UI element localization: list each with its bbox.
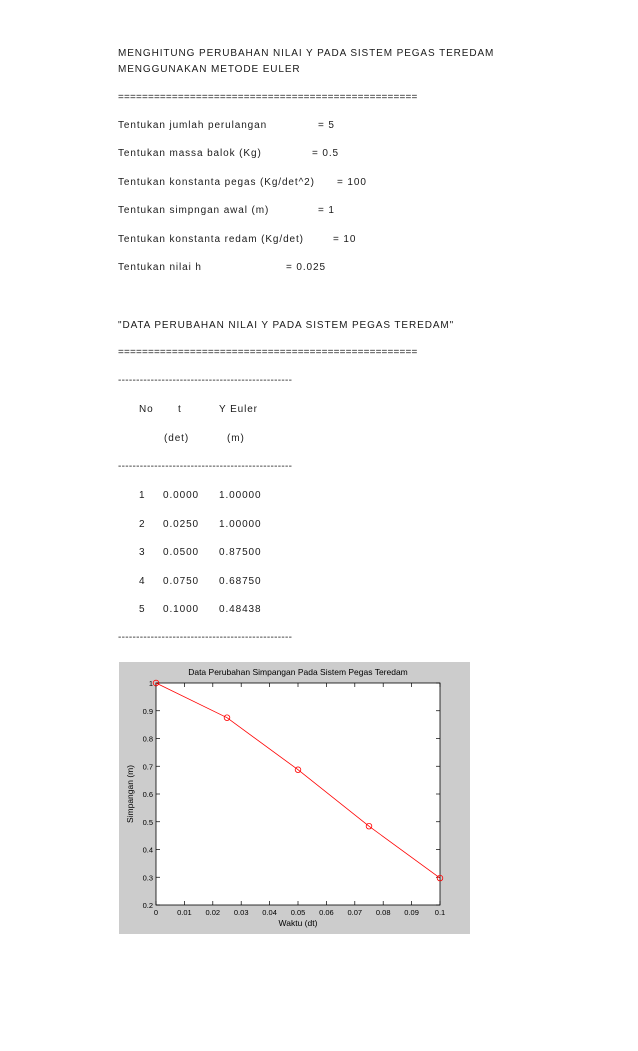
y-tick-label: 1	[148, 679, 153, 688]
table-cell-t: 0.1000	[163, 604, 199, 615]
y-tick-label: 0.4	[142, 845, 153, 855]
table-cell-y: 0.68750	[219, 576, 262, 587]
line-chart	[119, 662, 470, 934]
column-header-y-euler: Y Euler	[219, 404, 258, 415]
x-tick-label: 0.03	[233, 908, 249, 917]
table-cell-no: 2	[139, 519, 146, 530]
table-cell-y: 0.48438	[219, 604, 262, 615]
x-tick-label: 0.04	[262, 908, 277, 917]
data-separator-rule: ==================================================	[118, 347, 418, 358]
title-line-1: MENGHITUNG PERUBAHAN NILAI Y PADA SISTEM PEGAS TEREDAM	[118, 48, 495, 59]
y-tick-label: 0.9	[142, 706, 153, 716]
x-tick-label: 0	[153, 908, 159, 917]
table-cell-y: 0.87500	[219, 547, 262, 558]
input-label-iterations: Tentukan jumlah perulangan	[118, 120, 268, 131]
input-value-initial-displacement: = 1	[318, 205, 335, 216]
document-title	[118, 46, 494, 78]
x-tick-label: 0.06	[319, 908, 334, 917]
y-tick-label: 0.3	[142, 873, 153, 883]
input-value-damping-constant: = 10	[333, 234, 357, 245]
table-cell-no: 4	[139, 576, 146, 587]
table-header-dash: ------------------------------------------------	[118, 461, 293, 472]
y-tick-label: 0.5	[142, 817, 153, 827]
chart-figure	[119, 662, 470, 934]
table-cell-t: 0.0500	[163, 547, 199, 558]
table-top-dash: ------------------------------------------------	[118, 375, 293, 386]
input-value-mass: = 0.5	[312, 148, 340, 159]
table-cell-no: 1	[139, 490, 146, 501]
y-tick-label: 0.2	[142, 901, 153, 910]
title-line-2: MENGGUNAKAN METODE EULER	[118, 64, 301, 75]
table-cell-y: 1.00000	[219, 490, 262, 501]
input-label-damping-constant: Tentukan konstanta redam (Kg/det)	[118, 234, 304, 245]
x-tick-label: 0.1	[434, 908, 446, 917]
data-section-title: "DATA PERUBAHAN NILAI Y PADA SISTEM PEGAS TEREDAM"	[118, 320, 455, 331]
plot-area	[156, 683, 440, 905]
x-tick-label: 0.01	[177, 908, 192, 917]
input-value-iterations: = 5	[318, 120, 335, 131]
column-header-t: t	[178, 404, 182, 415]
y-axis-label: Simpangan (m)	[125, 764, 135, 824]
table-cell-y: 1.00000	[219, 519, 262, 530]
input-label-mass: Tentukan massa balok (Kg)	[118, 148, 262, 159]
column-unit-t: (det)	[164, 433, 190, 444]
input-label-spring-constant: Tentukan konstanta pegas (Kg/det^2)	[118, 177, 315, 188]
input-label-step-h: Tentukan nilai h	[118, 262, 202, 273]
table-cell-t: 0.0250	[163, 519, 199, 530]
table-cell-t: 0.0750	[163, 576, 199, 587]
input-value-step-h: = 0.025	[286, 262, 326, 273]
input-value-spring-constant: = 100	[337, 177, 367, 188]
column-unit-y: (m)	[227, 433, 245, 444]
table-cell-no: 3	[139, 547, 146, 558]
table-cell-no: 5	[139, 604, 146, 615]
x-tick-label: 0.09	[404, 908, 419, 917]
table-bottom-dash: ------------------------------------------------	[118, 632, 293, 643]
separator-rule: ==================================================	[118, 92, 418, 103]
y-tick-label: 0.6	[142, 790, 153, 799]
x-tick-label: 0.05	[290, 908, 306, 917]
x-axis-label: Waktu (dt)	[278, 918, 318, 928]
table-cell-t: 0.0000	[163, 490, 199, 501]
y-tick-label: 0.8	[142, 734, 153, 744]
y-tick-label: 0.7	[142, 762, 153, 772]
input-label-initial-displacement: Tentukan simpngan awal (m)	[118, 205, 270, 216]
x-tick-label: 0.08	[375, 908, 391, 917]
chart-title: Data Perubahan Simpangan Pada Sistem Pegas Teredam	[188, 667, 408, 677]
x-tick-label: 0.02	[205, 908, 221, 917]
column-header-no: No	[139, 404, 154, 415]
x-tick-label: 0.07	[347, 908, 363, 917]
